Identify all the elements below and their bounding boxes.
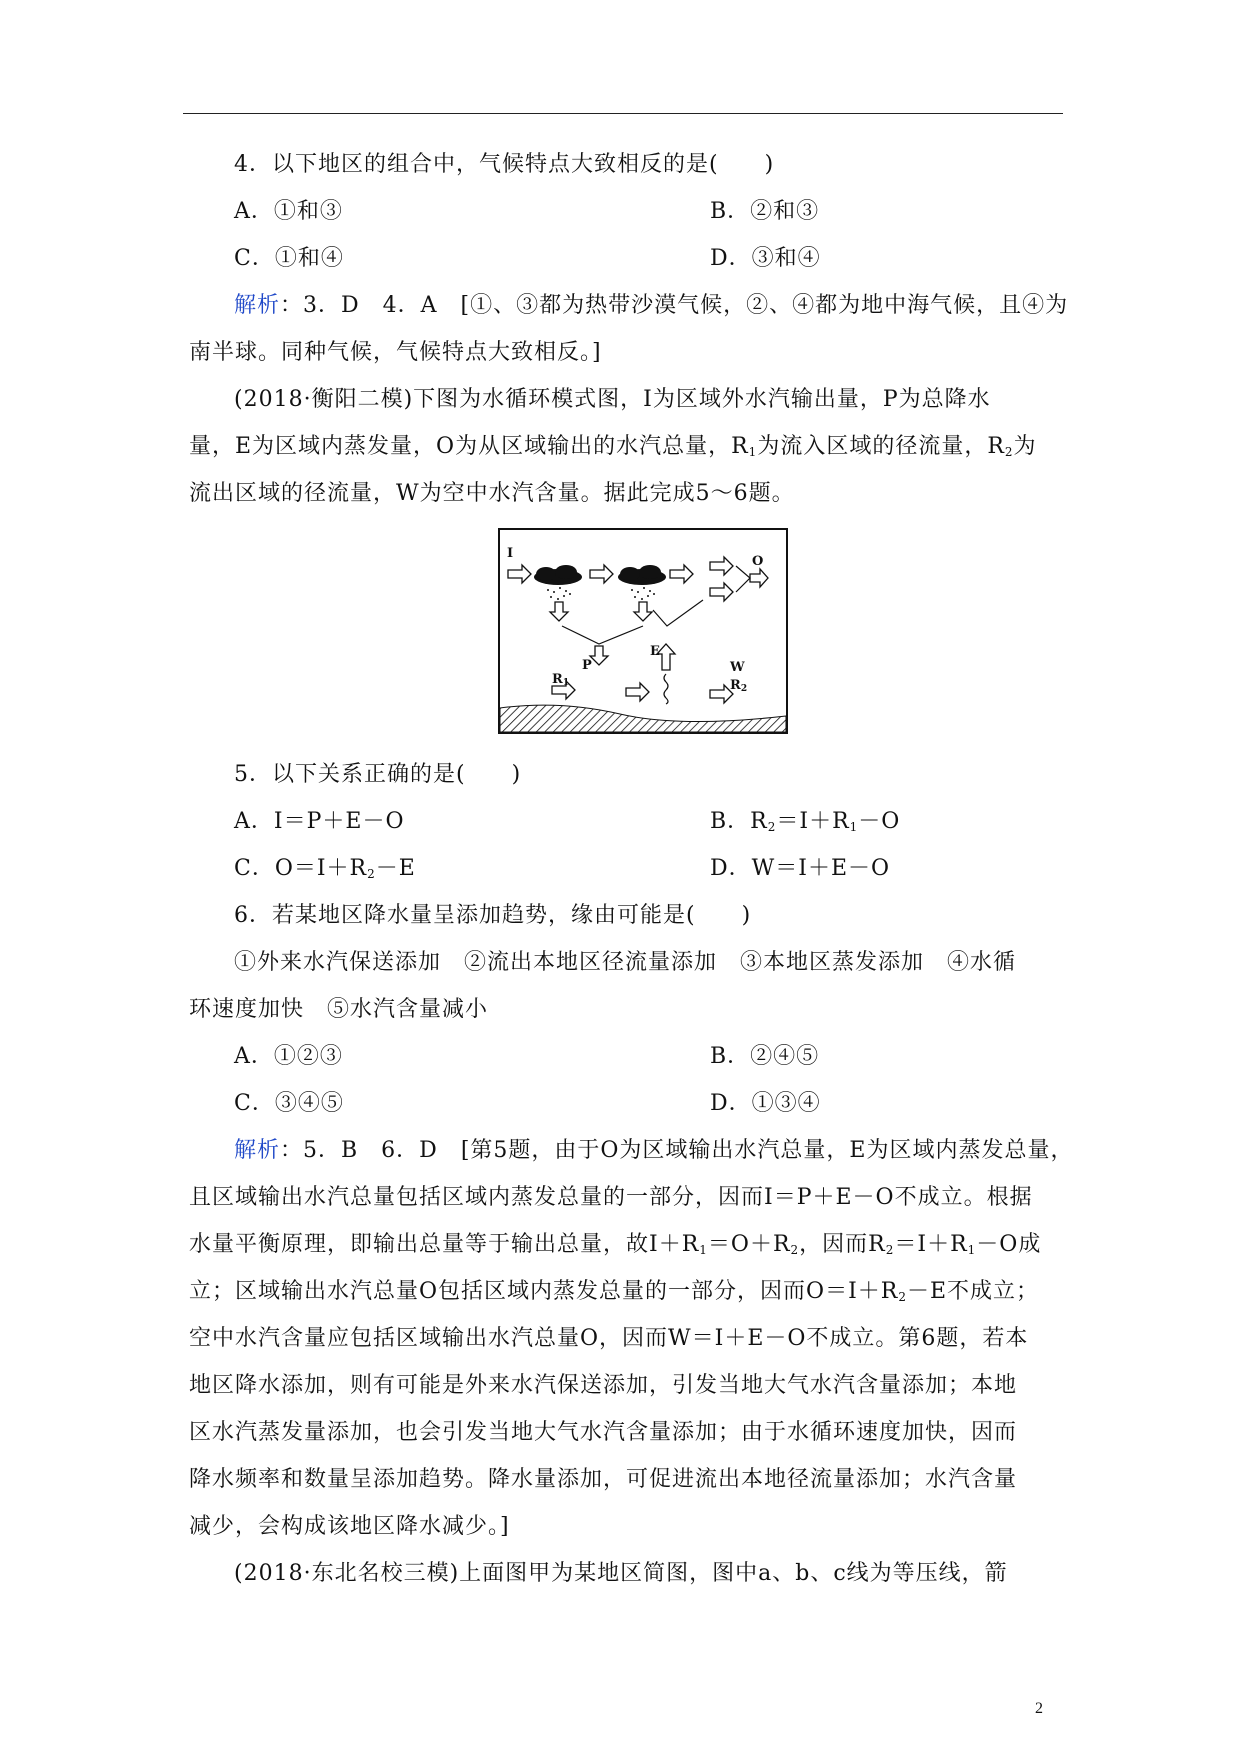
analysis1-line2: 南半球。同种气候，气候特点大致相反。] bbox=[189, 340, 602, 365]
q4-option-a: A．①和③ bbox=[234, 199, 343, 224]
water-cycle-figure bbox=[498, 528, 788, 734]
analysis2-line7: 区水汽蒸发量添加，也会引发当地大气水汽含量添加；由于水循环速度加快，因而 bbox=[189, 1420, 1018, 1445]
analysis2-line4: 立；区域输出水汽总量O包括区域内蒸发总量的一部分，因而$O=Ⅰ+R_2-E$不成立； bbox=[189, 1279, 1040, 1304]
water-cycle-diagram bbox=[500, 530, 786, 732]
q5-stem: 5．以下关系正确的是( ) bbox=[234, 762, 522, 787]
q6-option-d: D．①③④ bbox=[710, 1091, 821, 1116]
arrow-rain-1 bbox=[550, 602, 568, 621]
label-w: W bbox=[730, 660, 745, 675]
arrow-p bbox=[590, 646, 608, 665]
intro2-line1: (2018·东北名校三模)上面图甲为某地区简图，图中a、b、c线为等压线，箭 bbox=[234, 1561, 1008, 1586]
label-e: E bbox=[650, 644, 660, 659]
intro-line3: 流出区域的径流量，W为空中水汽含量。据此完成5～6题。 bbox=[189, 481, 795, 506]
q6-items-line1: ①外来水汽保送添加 ②流出本地区径流量添加 ③本地区蒸发添加 ④水循 bbox=[234, 950, 1017, 975]
q6-option-a: A．①②③ bbox=[234, 1044, 343, 1069]
cloud-icon-2 bbox=[618, 565, 666, 585]
analysis2-line8: 降水频率和数量呈添加趋势。降水量添加，可促进流出本地径流量添加；水汽含量 bbox=[189, 1467, 1018, 1492]
analysis1-line1: 解析：3．D 4．A [①、③都为热带沙漠气候，②、④都为地中海气候，且④为 bbox=[234, 293, 1069, 318]
label-o: O bbox=[752, 554, 764, 569]
intro-line2: 量，E为区域内蒸发量，O为从区域输出的水汽总量，$R_1$为流入区域的径流量，$R_2$为 bbox=[189, 434, 1037, 459]
arrow-o-top bbox=[710, 557, 733, 575]
analysis2-line1: 解析：5．B 6．D [第5题，由于O为区域输出水汽总量，E为区域内蒸发总量， bbox=[234, 1138, 1074, 1163]
ground-hatch bbox=[500, 705, 786, 732]
analysis-label: 解析 bbox=[234, 1138, 281, 1163]
q4-option-d: D．③和④ bbox=[710, 246, 821, 271]
q5-option-d: D．W＝Ⅰ＋E－O bbox=[710, 856, 891, 881]
intro-line1: (2018·衡阳二模)下图为水循环模式图，Ⅰ为区域外水汽输出量，P为总降水 bbox=[234, 387, 991, 412]
arrow-ground-mid bbox=[626, 683, 649, 701]
q4-stem: 4．以下地区的组合中，气候特点大致相反的是( ) bbox=[234, 152, 775, 177]
connector-lines bbox=[562, 566, 750, 704]
arrow-i bbox=[508, 565, 531, 583]
analysis2-line5: 空中水汽含量应包括区域输出水汽总量O，因而W＝Ⅰ＋E－O不成立。第6题，若本 bbox=[189, 1326, 1029, 1351]
header-rule bbox=[183, 113, 1063, 114]
q6-option-b: B．②④⑤ bbox=[710, 1044, 820, 1069]
label-p: P bbox=[582, 658, 592, 673]
analysis2-line9: 减少，会构成该地区降水减少。] bbox=[189, 1514, 510, 1539]
arrow-o-bottom bbox=[710, 583, 733, 601]
q6-stem: 6．若某地区降水量呈添加趋势，缘由可能是( ) bbox=[234, 903, 752, 928]
arrow-rain-2 bbox=[634, 602, 652, 621]
arrow-o-out bbox=[750, 569, 768, 587]
q6-items-line2: 环速度加快 ⑤水汽含量减小 bbox=[189, 997, 489, 1022]
q5-option-c: C．$O=Ⅰ+R_2-E$ bbox=[234, 856, 416, 881]
analysis2-line3: 水量平衡原理，即输出总量等于输出总量，故$Ⅰ+R_1=O+R_2$，因而$R_2=Ⅰ+R_1-O$成 bbox=[189, 1232, 1042, 1257]
q5-option-b: B．$R_2=Ⅰ+R_1-O$ bbox=[710, 809, 901, 834]
label-r1: $R_1$ bbox=[552, 672, 570, 688]
rain-dots bbox=[547, 587, 655, 600]
analysis-label: 解析 bbox=[234, 293, 281, 318]
q4-option-c: C．①和④ bbox=[234, 246, 344, 271]
analysis2-line6: 地区降水添加，则有可能是外来水汽保送添加，引发当地大气水汽含量添加；本地 bbox=[189, 1373, 1018, 1398]
arrow-mid-1 bbox=[590, 565, 613, 583]
label-i: I bbox=[507, 546, 514, 561]
q4-option-b: B．②和③ bbox=[710, 199, 820, 224]
label-r2: $R_2$ bbox=[730, 678, 748, 694]
cloud-icon-1 bbox=[534, 565, 582, 585]
q5-option-a: A．Ⅰ＝P＋E－O bbox=[234, 809, 405, 834]
evaporation-wave bbox=[664, 674, 668, 704]
analysis2-line2: 且区域输出水汽总量包括区域内蒸发总量的一部分，因而Ⅰ＝P＋E－O不成立。根据 bbox=[189, 1185, 1033, 1210]
page-number: 2 bbox=[1035, 1700, 1043, 1717]
arrow-mid-2 bbox=[670, 565, 693, 583]
q6-option-c: C．③④⑤ bbox=[234, 1091, 344, 1116]
